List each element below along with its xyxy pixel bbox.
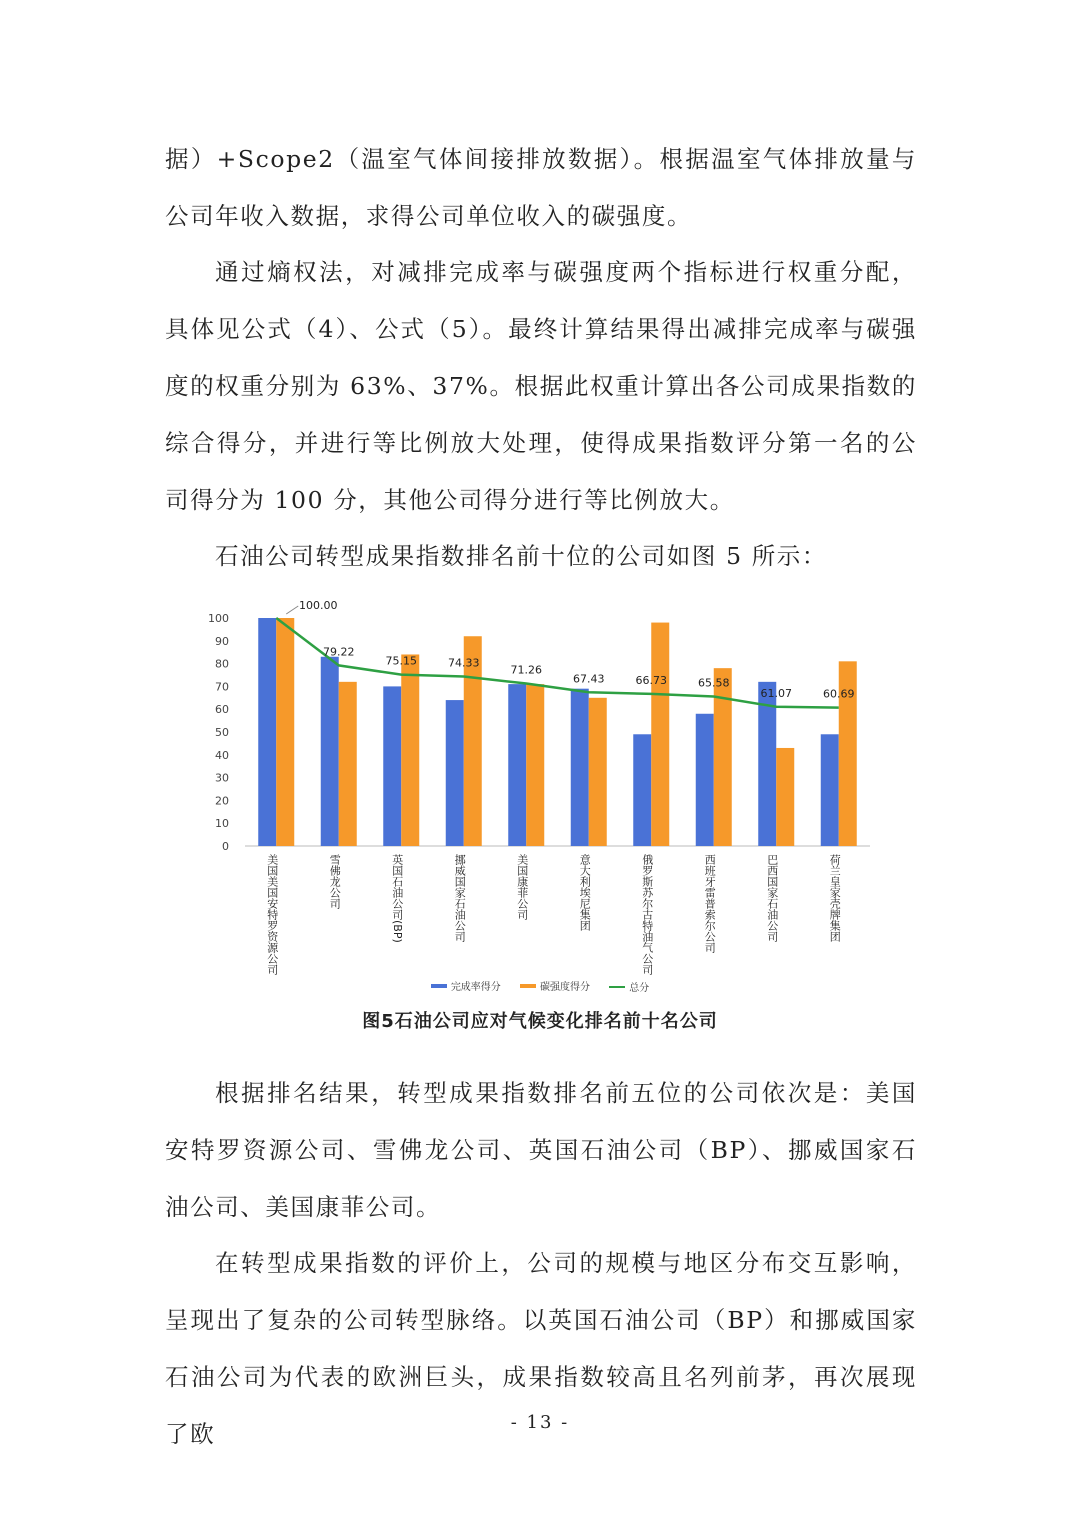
bar-completion	[446, 700, 464, 846]
y-tick-label: 60	[215, 703, 229, 717]
data-label-leader	[286, 606, 298, 614]
bar-completion	[696, 714, 714, 846]
page-number: - 13 -	[510, 1412, 570, 1433]
line-total	[276, 618, 839, 708]
x-tick-label: 俄罗斯苏尔古特油气公司	[640, 854, 654, 975]
chart-container	[190, 590, 890, 1000]
x-tick-label: 荷兰皇家壳牌集团	[828, 854, 842, 942]
x-tick-label: 挪威国家石油公司	[453, 854, 467, 942]
bar-completion	[633, 734, 651, 846]
legend-item-total	[609, 979, 649, 994]
y-tick-label: 50	[215, 726, 229, 739]
paragraph-5: 在转型成果指数的评价上，公司的规模与地区分布交互影响，呈现出了复杂的公司转型脉络。以英国石油公司（BP）和挪威国家石油公司为代表的欧洲巨头，成果指数较高且名列前茅，再次展现了欧	[165, 1249, 917, 1448]
legend-label-completion: 完成率得分	[450, 982, 501, 993]
figure-caption: 图5石油公司应对气候变化排名前十名公司	[362, 1011, 718, 1032]
bar-intensity	[714, 668, 732, 846]
y-tick-label: 10	[215, 817, 229, 831]
bar-intensity	[526, 684, 544, 846]
data-label-total: 67.43	[573, 672, 605, 686]
paragraph-1: 据）+Scope2（温室气体间接排放数据）。根据温室气体排放量与公司年收入数据，求得公司单位收入的碳强度。	[165, 145, 917, 230]
bar-line-chart	[190, 590, 890, 980]
paragraph-2: 通过熵权法，对减排完成率与碳强度两个指标进行权重分配，具体见公式（4）、公式（5）。最终计算结果得出减排完成率与碳强度的权重分别为 63%、37%。根据此权重计算出各公司成果指数的综合得分，并进行等比例放大处理，使得成果指数评分第一名的公司得分为 100 分，其他公司得分进行等比例放大。	[165, 258, 917, 514]
chart-legend	[0, 978, 1080, 994]
data-label-total: 79.22	[323, 645, 355, 659]
y-tick-label: 30	[215, 771, 229, 785]
legend-label-intensity: 碳强度得分	[540, 982, 590, 993]
bar-intensity	[401, 654, 419, 846]
data-label-total: 65.58	[698, 676, 730, 690]
bar-completion	[258, 618, 276, 846]
x-tick-label: 美国美国安特罗资源公司	[265, 854, 279, 975]
data-label-total: 100.00	[299, 599, 338, 612]
paragraph-4: 根据排名结果，转型成果指数排名前五位的公司依次是：美国安特罗资源公司、雪佛龙公司、英国石油公司（BP）、挪威国家石油公司、美国康菲公司。	[165, 1079, 917, 1221]
data-label-total: 74.33	[448, 656, 480, 670]
bar-intensity	[589, 698, 607, 846]
legend-swatch-total	[609, 986, 625, 988]
bar-completion	[821, 734, 839, 846]
x-tick-label: 西班牙雷普索尔公司	[703, 854, 717, 953]
y-tick-label: 90	[215, 634, 229, 648]
legend-item-completion	[431, 978, 501, 993]
bar-completion	[383, 686, 401, 846]
x-tick-label: 美国康菲公司	[515, 854, 529, 920]
bar-intensity	[776, 748, 794, 846]
legend-label-total: 总分	[629, 983, 650, 994]
bar-intensity	[339, 682, 357, 846]
x-tick-label: 英国石油公司(BP)	[390, 854, 404, 943]
legend-swatch-intensity	[520, 984, 536, 988]
y-tick-label: 100	[208, 612, 229, 625]
legend-swatch-completion	[431, 984, 447, 988]
paragraph-3: 石油公司转型成果指数排名前十位的公司如图 5 所示：	[215, 542, 827, 570]
y-tick-label: 80	[215, 657, 229, 671]
bar-completion	[321, 657, 339, 846]
bar-completion	[571, 689, 589, 846]
bar-intensity	[276, 618, 294, 846]
data-label-total: 60.69	[823, 687, 855, 701]
bar-intensity	[651, 623, 669, 846]
data-label-total: 66.73	[635, 673, 667, 687]
y-tick-label: 0	[222, 840, 229, 853]
data-label-total: 75.15	[385, 654, 417, 668]
x-tick-label: 意大利埃尼集团	[578, 854, 592, 931]
x-tick-label: 巴西国家石油公司	[765, 854, 779, 942]
data-label-total: 61.07	[760, 686, 792, 700]
y-tick-label: 40	[215, 748, 229, 762]
data-label-total: 71.26	[510, 663, 542, 677]
legend-item-intensity	[520, 978, 590, 993]
bar-completion	[508, 684, 526, 846]
x-tick-label: 雪佛龙公司	[328, 854, 342, 909]
y-tick-label: 20	[215, 794, 229, 808]
y-tick-label: 70	[215, 680, 229, 694]
